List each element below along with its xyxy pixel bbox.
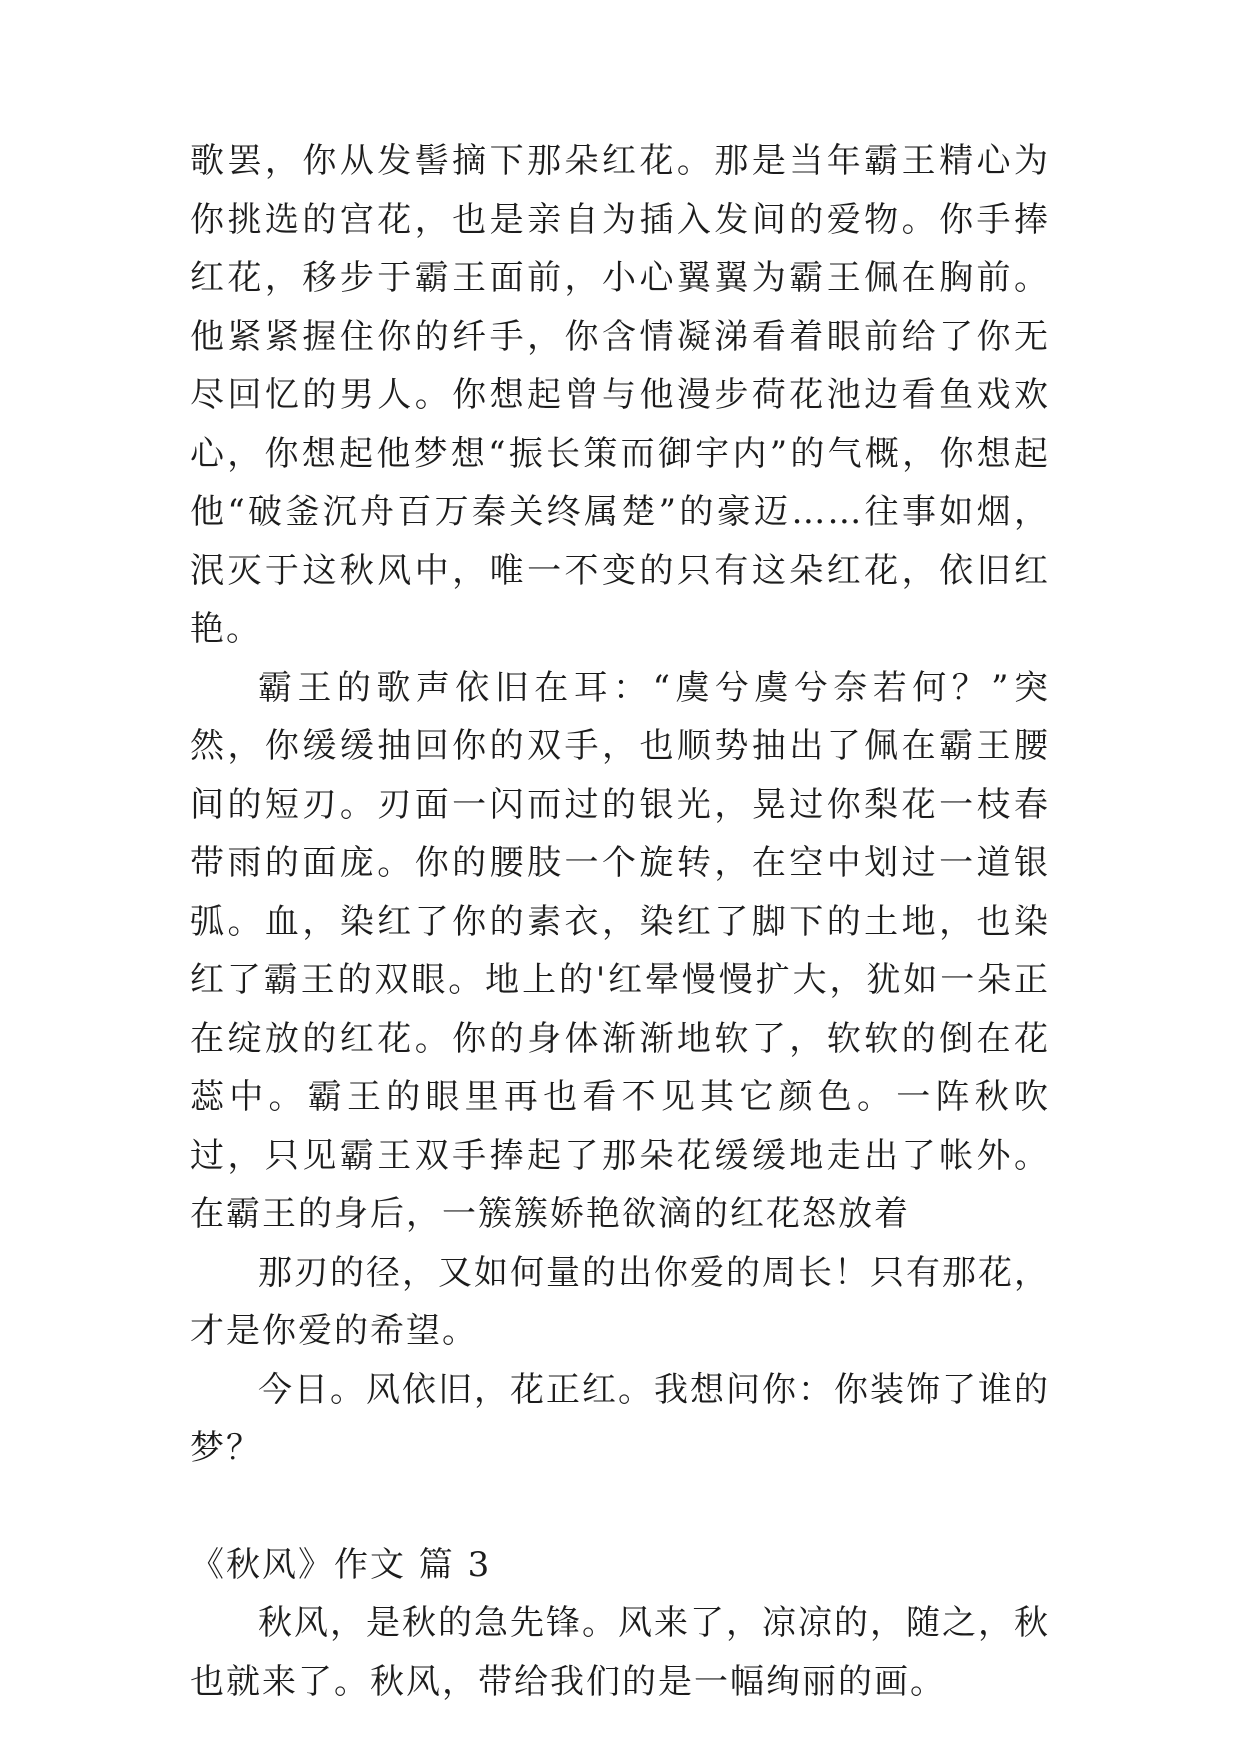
section-heading: 《秋风》作文 篇 3	[190, 1544, 492, 1585]
paragraph: 歌罢，你从发髻摘下那朵红花。那是当年霸王精心为你挑选的宫花，也是亲自为插入发间的爱物。你手捧红花，移步于霸王面前，小心翼翼为霸王佩在胸前。他紧紧握住你的纤手，你含情凝涕看着眼前给了你无尽回忆的男人。你想起曾与他漫步荷花池边看鱼戏欢心，你想起他梦想“振长策而御宇内”的气概，你想起他“破釜沉舟百万秦关终属楚”的豪迈……往事如烟，泯灭于这秋风中，唯一不变的只有这朵红花，依旧红艳。	[190, 141, 1050, 649]
paragraph: 秋风，是秋的急先锋。风来了，凉凉的，随之，秋也就来了。秋风，带给我们的是一幅绚丽的画。	[190, 1603, 1050, 1702]
document-body	[190, 132, 1050, 1711]
paragraph: 今日。风依旧，花正红。我想问你：你装饰了谁的梦？	[190, 1369, 1050, 1468]
paragraph: 那刃的径，又如何量的出你爱的周长！只有那花，才是你爱的希望。	[190, 1252, 1050, 1351]
paragraph: 霸王的歌声依旧在耳：“虞兮虞兮奈若何？”突然，你缓缓抽回你的双手，也顺势抽出了佩在霸王腰间的短刃。刃面一闪而过的银光，晃过你梨花一枝春带雨的面庞。你的腰肢一个旋转，在空中划过一道银弧。血，染红了你的素衣，染红了脚下的土地，也染红了霸王的双眼。地上的'红晕慢慢扩大，犹如一朵正在绽放的红花。你的身体渐渐地软了，软软的倒在花蕊中。霸王的眼里再也看不见其它颜色。一阵秋吹过，只见霸王双手捧起了那朵花缓缓地走出了帐外。在霸王的身后，一簇簇娇艳欲滴的红花怒放着	[190, 667, 1050, 1234]
